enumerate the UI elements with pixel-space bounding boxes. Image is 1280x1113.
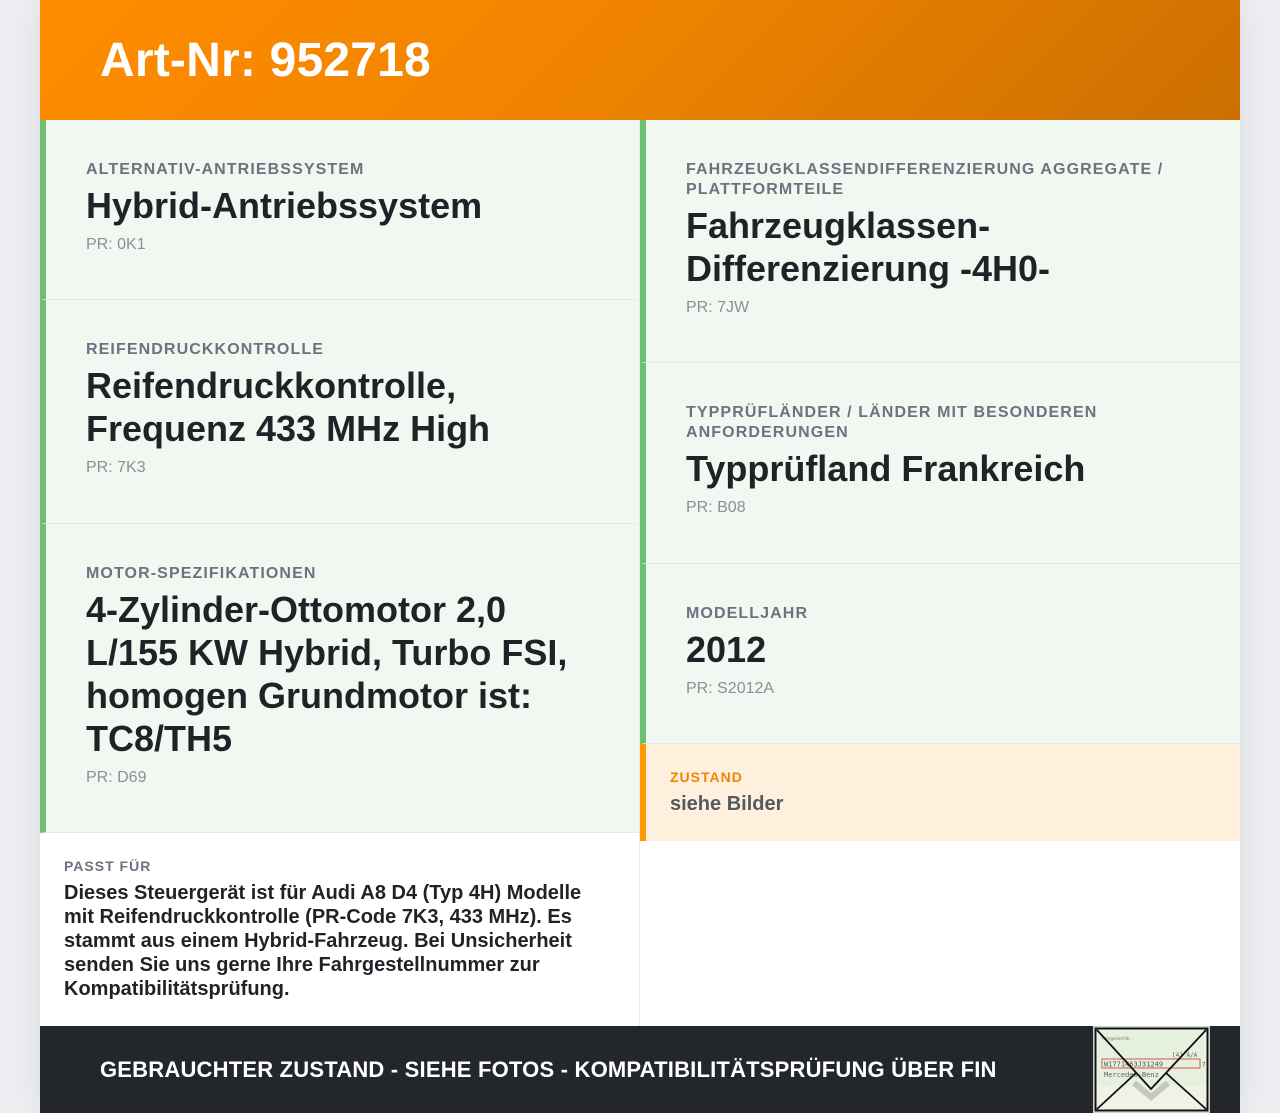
spec-value: 2012 — [686, 629, 767, 670]
left-column — [40, 120, 640, 1026]
spec-card-alternative-drive — [40, 120, 639, 300]
svg-text:[4] A/A: [4] A/A — [1172, 1052, 1198, 1059]
svg-text:Mercedes-Benz: Mercedes-Benz — [1104, 1071, 1159, 1079]
footer-banner — [40, 1026, 1240, 1113]
pr-code: PR: 7K3 — [86, 459, 146, 476]
compatibility-label: PASST FÜR — [64, 858, 152, 874]
condition-value: siehe Bilder — [670, 793, 784, 815]
spec-card-vehicle-class — [640, 120, 1240, 363]
spec-value: 4-Zylinder-Ottomotor 2,0 L/155 KW Hybrid, Turbo FSI, homogen Grundmotor ist: TC8/TH5 — [86, 589, 568, 759]
spec-value: Fahrzeugklassen-Differenzierung -4H0- — [686, 205, 1051, 289]
header — [40, 0, 1240, 120]
svg-text:W1771463J31249: W1771463J31249 — [1104, 1060, 1164, 1069]
spec-label: FAHRZEUGKLASSENDIFFERENZIERUNG AGGREGATE / PLATTFORMTEILE — [686, 161, 1164, 198]
spec-card-tire-pressure — [40, 300, 639, 524]
spec-label: MODELLJAHR — [686, 605, 809, 622]
condition-box — [640, 744, 1240, 841]
article-number-title: Art-Nr: 952718 — [100, 33, 431, 87]
condition-label: ZUSTAND — [670, 769, 743, 785]
pr-code: PR: 7JW — [686, 299, 750, 316]
pr-code: PR: D69 — [86, 769, 147, 786]
pr-code: PR: 0K1 — [86, 236, 146, 253]
spec-value: Reifendruckkontrolle, Frequenz 433 MHz High — [86, 365, 491, 449]
spec-label: TYPPRÜFLÄNDER / LÄNDER MIT BESONDEREN ANFORDERUNGEN — [686, 404, 1098, 441]
svg-text:Fahrgestell-Nr.: Fahrgestell-Nr. — [1102, 1036, 1131, 1041]
spec-value: Typprüfland Frankreich — [686, 448, 1086, 489]
spec-label: MOTOR-SPEZIFIKATIONEN — [86, 565, 317, 582]
spec-grid — [40, 120, 1240, 1026]
svg-text:7: 7 — [1202, 1061, 1206, 1069]
spec-card-model-year — [640, 564, 1240, 744]
compatibility-section — [40, 833, 639, 1026]
spec-card-type-approval — [640, 363, 1240, 564]
compatibility-text: Dieses Steuergerät ist für Audi A8 D4 (Typ 4H) Modelle mit Reifendruckkontrolle (PR-Code 7K3, 433 MHz). Es stammt aus einem Hybrid-Fahrzeug. Bei Unsicherheit senden Sie uns gerne Ihre Fahrgestellnummer zur Kompatibilitätsprüfung. — [64, 882, 582, 1000]
envelope-vin-icon — [1093, 1026, 1210, 1113]
footer-text: GEBRAUCHTER ZUSTAND - SIEHE FOTOS - KOMPATIBILITÄTSPRÜFUNG ÜBER FIN — [100, 1056, 997, 1082]
spec-label: REIFENDRUCKKONTROLLE — [86, 341, 324, 358]
pr-code: PR: S2012A — [686, 680, 775, 697]
spec-label: ALTERNATIV-ANTRIEBSSYSTEM — [86, 161, 365, 178]
spec-value: Hybrid-Antriebssystem — [86, 185, 483, 226]
right-column — [640, 120, 1240, 1026]
product-sheet — [40, 0, 1240, 1113]
pr-code: PR: B08 — [686, 499, 746, 516]
spec-card-engine — [40, 524, 639, 833]
